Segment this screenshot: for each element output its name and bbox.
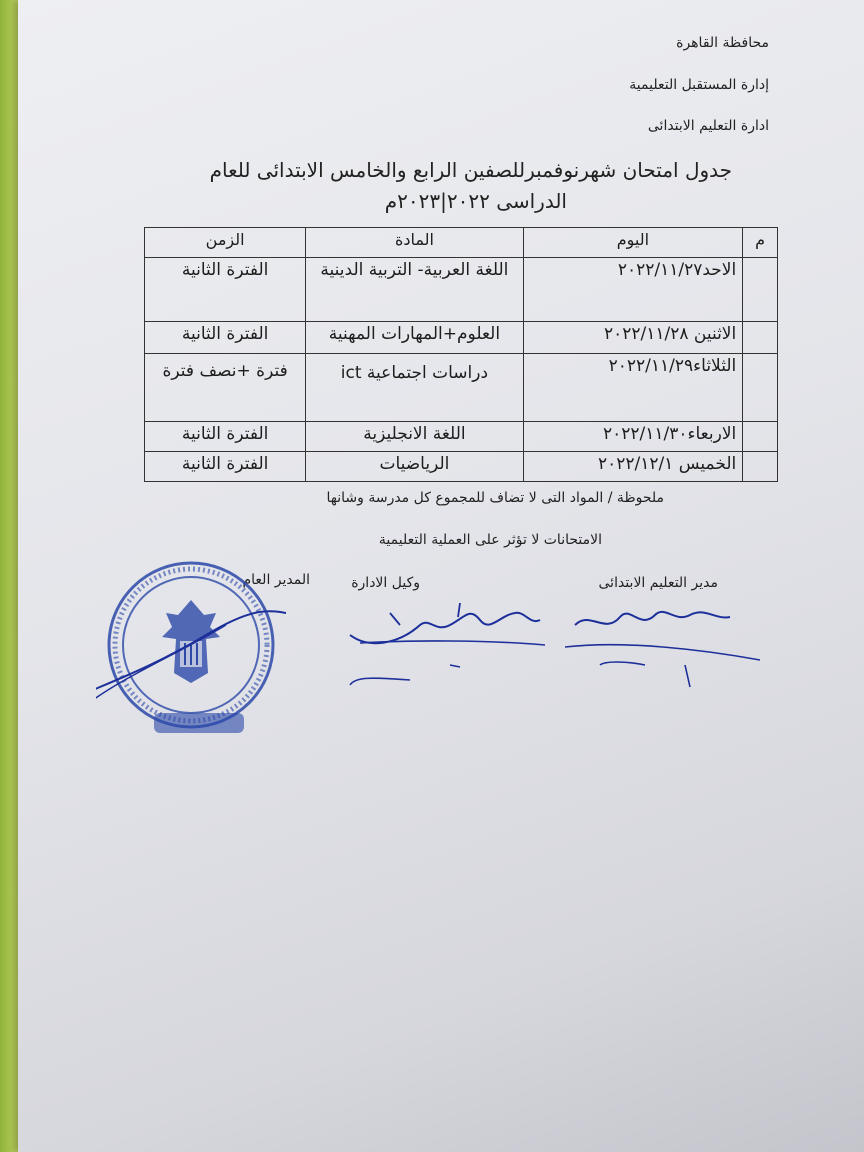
row-day: الخميس ٢٠٢٢/١٢/١ bbox=[523, 452, 743, 482]
row-num bbox=[743, 354, 778, 422]
row-num bbox=[743, 422, 778, 452]
row-num bbox=[743, 452, 778, 482]
table-row bbox=[145, 354, 778, 422]
table-row bbox=[145, 422, 778, 452]
row-day: الاحد٢٠٢٢/١١/٢٧ bbox=[523, 258, 743, 322]
deputy-title: وكيل الادارة bbox=[351, 575, 420, 591]
note-line: الامتحانات لا تؤثر على العملية التعليمية bbox=[378, 532, 602, 548]
general-director-title: المدير العام bbox=[242, 572, 310, 588]
deputy-signature-icon bbox=[340, 595, 550, 705]
row-subject: العلوم+المهارات المهنية bbox=[306, 322, 523, 354]
note-line: ملحوظة / المواد التى لا تضاف للمجموع كل مدرسة وشانها bbox=[326, 490, 664, 506]
row-time: الفترة الثانية bbox=[145, 258, 306, 322]
row-time: الفترة الثانية bbox=[145, 452, 306, 482]
table-row bbox=[145, 258, 778, 322]
table-row bbox=[145, 322, 778, 354]
header-num: م bbox=[743, 228, 778, 258]
exam-schedule-table bbox=[144, 227, 778, 482]
background-edge bbox=[0, 0, 18, 1152]
document-title-line1: جدول امتحان شهرنوفمبرللصفين الرابع والخامس الابتدائى للعام bbox=[209, 158, 732, 182]
row-subject: الرياضيات bbox=[306, 452, 523, 482]
header-time: الزمن bbox=[145, 228, 306, 258]
row-num bbox=[743, 258, 778, 322]
row-subject: دراسات اجتماعية ict bbox=[306, 354, 523, 422]
row-time: فترة +نصف فترة bbox=[145, 354, 306, 422]
document-title-line2: الدراسى ٢٠٢٢|٢٠٢٣م bbox=[384, 189, 567, 213]
official-stamp-icon bbox=[96, 555, 286, 745]
table-row bbox=[145, 452, 778, 482]
governorate-label: محافظة القاهرة bbox=[676, 35, 769, 51]
row-day: الاربعاء٢٠٢٢/١١/٣٠ bbox=[523, 422, 743, 452]
primary-director-title: مدير التعليم الابتدائى bbox=[598, 575, 718, 591]
table-header-row bbox=[145, 228, 778, 258]
header-day: اليوم bbox=[523, 228, 743, 258]
row-subject: اللغة الانجليزية bbox=[306, 422, 523, 452]
administration-label: إدارة المستقبل التعليمية bbox=[629, 77, 769, 93]
row-num bbox=[743, 322, 778, 354]
row-time: الفترة الثانية bbox=[145, 422, 306, 452]
row-day: الاثنين ٢٠٢٢/١١/٢٨ bbox=[523, 322, 743, 354]
primary-director-signature-icon bbox=[565, 595, 765, 695]
row-day: الثلاثاء٢٠٢٢/١١/٢٩ bbox=[523, 354, 743, 422]
department-label: ادارة التعليم الابتدائى bbox=[647, 118, 769, 134]
row-subject: اللغة العربية- التربية الدينية bbox=[306, 258, 523, 322]
row-time: الفترة الثانية bbox=[145, 322, 306, 354]
header-subject: المادة bbox=[306, 228, 523, 258]
